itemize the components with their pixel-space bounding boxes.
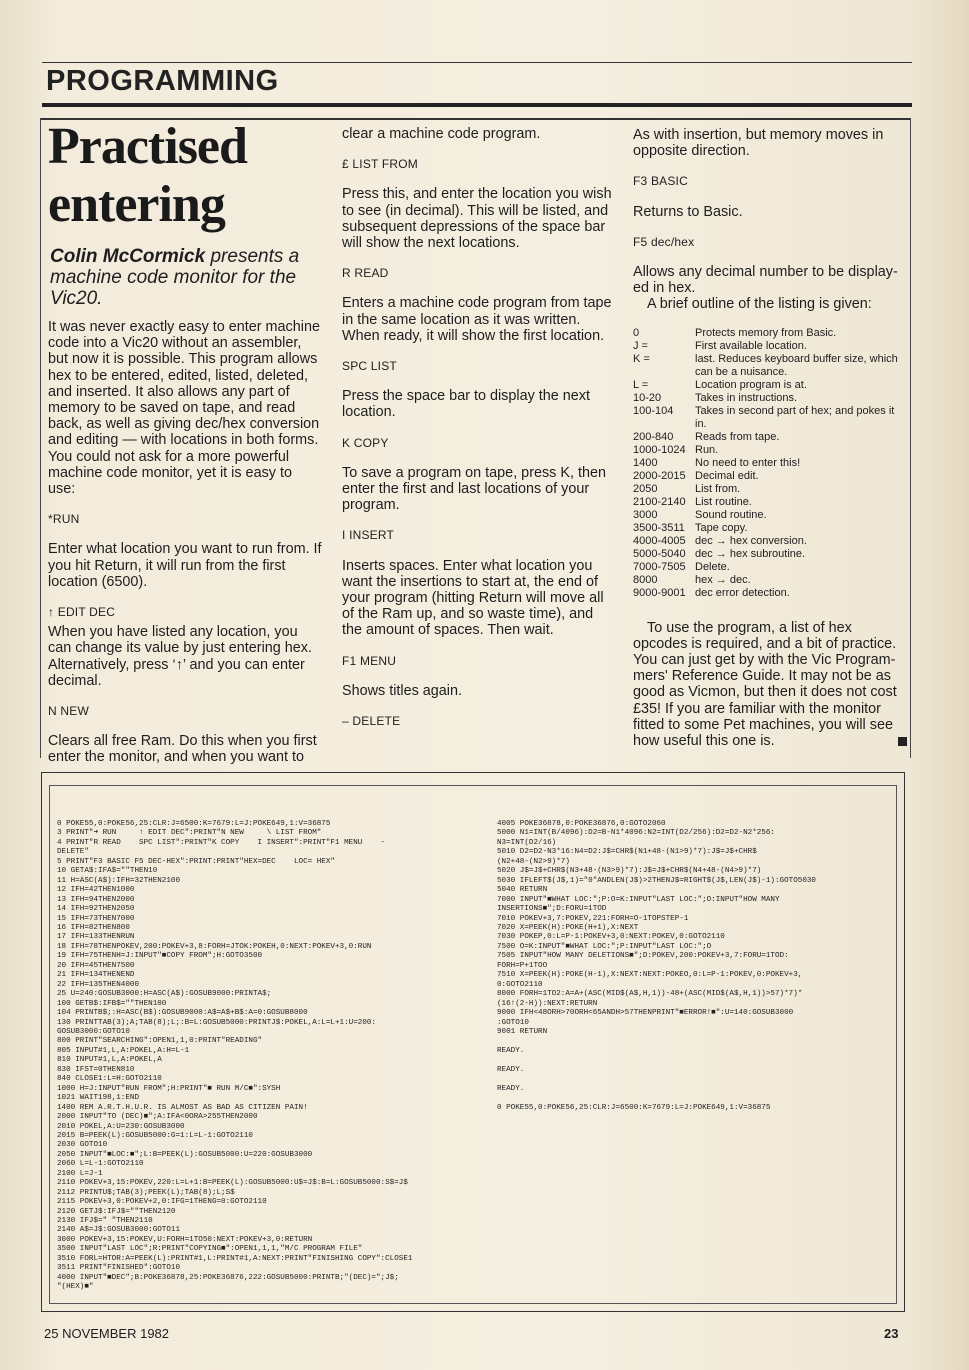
outline-description: Protects memory from Basic. (695, 326, 837, 339)
command-delete: – DELETE (342, 714, 401, 729)
command-menu: F1 MENU (342, 653, 397, 668)
outline-description: Reads from tape. (695, 430, 780, 443)
outline-row (633, 405, 907, 431)
new-description: Clears all free Ram. Do this when you first enter the monitor, and when you want to (48, 733, 317, 766)
outline-line-range: 9000-9001 (633, 586, 686, 599)
edit-description: When you have listed any location, you can change its value by just entering hex. Alternatively, press ‘↑’ and you can enter decimal. (48, 624, 312, 689)
read-description: Enters a machine code program from tape in the same location as it was written. When ready, it will show the first location. (342, 295, 612, 344)
outline-line-range: 2100-2140 (633, 495, 686, 508)
outline-row (633, 431, 907, 444)
page-number: 23 (884, 1326, 899, 1341)
command-run: *RUN (48, 512, 80, 527)
outline-description: Takes in second part of hex; and pokes it in. (695, 404, 895, 430)
listing-outline (633, 327, 907, 600)
command-edit-dec: ↑ EDIT DEC (48, 605, 116, 620)
outline-line-range: 1400 (633, 456, 658, 469)
outline-row (633, 444, 907, 457)
command-basic: F3 BASIC (633, 174, 688, 189)
command-insert: I INSERT (342, 528, 395, 543)
outline-row (633, 327, 907, 340)
author-name: Colin McCormick (50, 246, 206, 267)
outline-line-range: 2050 (633, 482, 658, 495)
outline-description: First available location. (695, 339, 807, 352)
command-read: R READ (342, 266, 389, 281)
outline-description: Takes in instructions. (695, 391, 798, 404)
intro-paragraph: It was never exactly easy to enter machine code into a Vic20 without an assembler, but now it is possible. This program allows hex to be entered, edited, listed, deleted, and inserted. It also allows any part of memory to be saved on tape, and read back, as well as giving dec/hex conversion and editing — with locations in both forms. You could not ask for a more powerful machine code monitor, yet it is easy to use: (48, 319, 320, 498)
outline-line-range: 7000-7505 (633, 560, 686, 573)
outline-line-range: 8000 (633, 573, 658, 586)
outline-line-range: 0 (633, 326, 640, 339)
outline-row (633, 522, 907, 535)
program-listing-right: 4005 POKE36878,0:POKE36876,0:GOTO2060 5000 N1=INT(B/4096):D2=B-N1*4096:N2=INT(D2/256):D2=D2-N2*256: N3=INT(D2/16) 5010 D2=D2-N3*16:N4=D2:J$=CHR$(N1+48-(N1>9)*7):J$=J$+CHR$ (N2+48-(N2>9)*7) 5020 J$=J$+CHR$(N3+48-(N3>9)*7):J$=J$+CHR$(N4+48-(N4>9)*7) 5030 IFLEFT$(J$,1)="0"ANDLEN(J$)>2THENJ$=RIGHT$(J$,LEN(J$)-1):GOTO5030 5040 RETURN 7000 INPUT"■WHAT LOC:";P:O=K:INPUT"LAST LOC:";O:INPUT"HOW MANY INSERTIONS■";D:FORU=1TOD 7010 POKEV+3,7:POKEV,221:FORH=O-1TOPSTEP-1 7020 X=PEEK(H):POKE(H+1),X:NEXT 7030 POKEP,0:L=P-1:POKEV+3,0:NEXT:POKEV,0:GOTO2110 7500 O=K:INPUT"■WHAT LOC:";P:INPUT"LAST LOC:";O 7505 INPUT"HOW MANY DELETIONS■";D:POKEV,200:POKEV+3,7:FORU=1TOD: FORH=P+1TOO 7510 X=PEEK(H):POKE(H-1),X:NEXT:NEXT:POKEO,0:L=P-1:POKEV,0:POKEV+3, 0:GOTO2110 8000 FORH=1TO2:A=A+(ASC(MID$(A$,H,1))-48+(ASC(MID$(A$,H,1))>57)*7)* (16↑(2-H)):NEXT:RETURN 9000 IFH<48ORH>70ORH<65ANDH>57THENPRINT"■ERROR!■":U=140:GOSUB3000 :GOTO10 9001 RETURN READY. READY. READY. 0 POKE55,0:POKE56,25:CLR:J=6500:K=7679:L=J:POKE649,1:V=36875 (497, 820, 816, 1112)
outline-description: No need to enter this! (695, 456, 801, 469)
section-header (42, 62, 912, 107)
outline-line-range: 10-20 (633, 391, 662, 404)
headline-line-2: entering (48, 176, 225, 233)
copy-description: To save a program on tape, press K, then enter the first and last locations of your program. (342, 464, 606, 514)
outline-line-range: 3500-3511 (633, 521, 685, 534)
outline-description: List routine. (695, 495, 752, 508)
section-title: PROGRAMMING (46, 65, 279, 97)
outline-row (633, 587, 907, 600)
spc-description: Press the space bar to display the next location. (342, 388, 590, 421)
standfirst (50, 246, 322, 309)
command-dec-hex: F5 dec/hex (633, 234, 695, 249)
outline-row (633, 561, 907, 574)
closing-paragraph (633, 620, 907, 750)
delete-description: As with insertion, but memory moves in opposite direction. (633, 127, 884, 160)
outline-line-range: 5000-5040 (633, 547, 686, 560)
end-of-article-mark (898, 737, 907, 746)
outline-line-range: 100-104 (633, 404, 674, 417)
headline-line-1: Practised (48, 118, 247, 175)
outline-line-range: 3000 (633, 508, 658, 521)
clear-text: clear a machine code program. (342, 126, 541, 142)
outline-row (633, 353, 907, 379)
outline-row (633, 392, 907, 405)
outline-line-range: 4000-4005 (633, 534, 686, 547)
outline-description: dec error detection. (695, 586, 790, 599)
outline-intro: A brief outline of the listing is given: (647, 296, 872, 313)
outline-description: Tape copy. (695, 521, 748, 534)
outline-row (633, 574, 907, 587)
outline-row (633, 548, 907, 561)
column-rule-left (40, 118, 41, 758)
outline-row (633, 509, 907, 522)
outline-line-range: 200-840 (633, 430, 674, 443)
outline-description: Sound routine. (695, 508, 767, 521)
outline-row (633, 457, 907, 470)
outline-description: Delete. (695, 560, 730, 573)
outline-description: Decimal edit. (695, 469, 759, 482)
outline-description: Location program is at. (695, 378, 807, 391)
headline (48, 118, 322, 234)
outline-row (633, 340, 907, 353)
outline-description: hex → dec. (695, 573, 751, 586)
dec-hex-description: Allows any decimal number to be display- ed in hex. (633, 264, 898, 297)
column-2 (342, 126, 616, 743)
column-rule-right (910, 118, 911, 758)
command-new: N NEW (48, 704, 89, 719)
footer-date: 25 NOVEMBER 1982 (44, 1326, 170, 1341)
outline-description: last. Reduces keyboard buffer size, which can be a nuisance. (695, 352, 898, 378)
command-spc-list: SPC LIST (342, 359, 397, 374)
run-description: Enter what location you want to run from. If you hit Return, it will run from the first location (6500). (48, 541, 322, 590)
outline-description: dec → hex subroutine. (695, 547, 806, 560)
outline-description: dec → hex conversion. (695, 534, 807, 547)
outline-row (633, 379, 907, 392)
list-description: Press this, and enter the location you wish to see (in decimal). This will be listed, and subsequent depressions of the space bar will show the next locations. (342, 186, 612, 252)
basic-description: Returns to Basic. (633, 203, 743, 220)
insert-description: Inserts spaces. Enter what location you want the insertions to start at, the end of your program (hitting Return will move all of the Ram up, and so waste time), and the amount of spaces. Then wait. (342, 557, 604, 639)
menu-description: Shows titles again. (342, 682, 462, 699)
program-listing-left: 0 POKE55,0:POKE56,25:CLR:J=6500:K=7679:L=J:POKE649,1:V=36875 3 PRINT"➜ RUN ↑ EDIT DEC":PRINT"N NEW \ LIST FROM" 4 PRINT"R READ SPC LIST":PRINT"K COPY I INSERT":PRINT"F1 MENU - DELETE" 5 PRINT"F3 BASIC F5 DEC-HEX":PRINT:PRINT"HEX=DEC LOC= HEX" 10 GETA$:IFA$=""THEN10 11 H=ASC(A$):IFH=32THEN2100 12 IFH=42THEN1000 13 IFH=94THEN2000 14 IFH=92THEN2050 15 IFH=73THEN7000 16 IFH=82THEN800 17 IFH=133THENRUN 18 IFH=78THENPOKEV,200:POKEV+3,8:FORH=JTOK:POKEH,0:NEXT:POKEV+3,0:RUN 19 IFH=75THENH=J:INPUT"■COPY FROM";H:GOTO3500 20 IFH=45THEN7500 21 IFH=134THENEND 22 IFH=135THEN4000 25 U=240:GOSUB3000:H=ASC(A$):GOSUB9000:PRINTA$; 100 GETB$:IFB$=""THEN100 104 PRINTB$;:H=ASC(B$):GOSUB9000:A$=A$+B$:A=0:GOSUB8000 130 PRINTTAB(3);A;TAB(8);L;:B=L:GOSUB5000:PRINTJ$:POKEL,A:L=L+1:U=200: GOSUB3000:GOTO10 800 PRINT"SEARCHING":OPEN1,1,0:PRINT"READING" 805 INPUT#1,L,A:POKEL,A:H=L-1 810 INPUT#1,L,A:POKEL,A 830 IFST=0THEN810 840 CLOSE1:L=H:GOTO2110 1000 H=J:INPUT"RUN FROM";H:PRINT"■ RUN M/C■":SYSH 1021 WAIT198,1:END 1400 REM A.R.T.H.U.R. IS ALMOST AS BAD AS CITIZEN PAIN! 2000 INPUT"TO (DEC)■";A:IFA<0ORA>255THEN2000 2010 POKEL,A:U=230:GOSUB3000 2015 B=PEEK(L):GOSUB5000:G=1:L=L-1:GOTO2110 2030 GOTO10 2050 INPUT"■LOC:■";L:B=PEEK(L):GOSUB5000:U=220:GOSUB3000 2060 L=L-1:GOTO2110 2100 L=J-1 2110 POKEV+3,15:POKEV,220:L=L+1:B=PEEK(L):GOSUB5000:U$=J$:B=L:GOSUB5000:S$=J$ 2112 PRINTU$;TAB(3);PEEK(L);TAB(8);L;S$ 2115 POKEV+3,0:POKEV+2,0:IFG=1THENG=0:GOTO2110 2120 GETJ$:IFJ$=""THEN2120 2130 IFJ$=" "THEN2110 2140 A$=J$:GOSUB3000:GOTO11 3000 POKEV+3,15:POKEV,U:FORH=1TO50:NEXT:POKEV+3,0:RETURN 3500 INPUT"LAST LOC";R:PRINT"COPYING■":OPEN1,1,1,"M/C PROGRAM FILE" 3510 FORL=HTOR:A=PEEK(L):PRINT#1,L:PRINT#1,A:NEXT:PRINT"FINISHING COPY":CLOSE1 3511 PRINT"FINISHED":GOTO10 4000 INPUT"■DEC";B:POKE36878,25:POKE36876,222:GOSUB5000:PRINTB;"(DEC)=";J$; "(HEX)■" (57, 820, 413, 1292)
outline-row (633, 483, 907, 496)
outline-row (633, 470, 907, 483)
column-1 (48, 118, 322, 766)
outline-line-range: J = (633, 339, 648, 352)
closing-text: To use the program, a list of hex opcodes is required, and a bit of practice. You can just get by with the Vic Program- mers' Reference Guide. It may not be as good as Vicmon, but then it does not cost £35! If you are familiar with the monitor fitted to some Pet machines, you will see how useful this one is. (633, 619, 897, 750)
outline-row (633, 535, 907, 548)
outline-description: Run. (695, 443, 719, 456)
standfirst-text: presents a machine code monitor for the Vic20. (50, 246, 300, 309)
outline-row (633, 496, 907, 509)
command-list-from: £ LIST FROM (342, 157, 418, 172)
column-3 (633, 127, 907, 749)
outline-line-range: L = (633, 378, 649, 391)
outline-line-range: K = (633, 352, 650, 365)
outline-line-range: 2000-2015 (633, 469, 686, 482)
command-copy: K COPY (342, 435, 389, 450)
outline-line-range: 1000-1024 (633, 443, 686, 456)
outline-description: List from. (695, 482, 741, 495)
